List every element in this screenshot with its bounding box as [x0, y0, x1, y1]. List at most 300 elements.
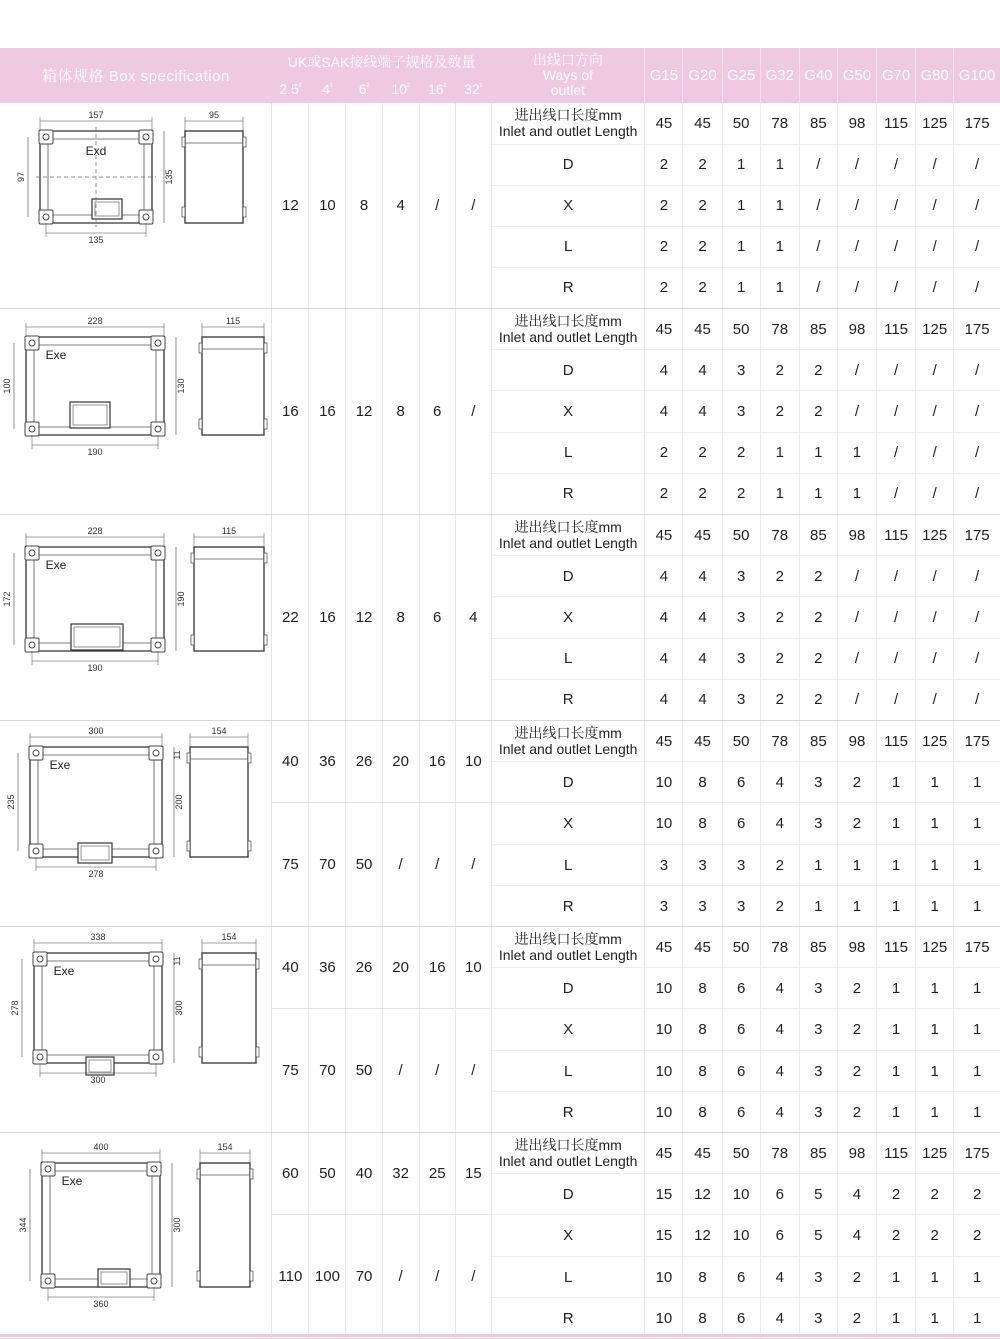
terminal-count-cell: 70: [309, 803, 346, 927]
outlet-count-cell: 1: [760, 432, 799, 473]
outlet-count-cell: 1: [954, 1092, 1000, 1133]
terminal-size-unit: ²: [366, 81, 370, 91]
mounting-lug: [41, 1274, 55, 1288]
terminal-count-cell: /: [419, 103, 455, 309]
outlet-count-cell: 1: [722, 144, 760, 185]
outlet-count-cell: 2: [760, 350, 799, 391]
terminal-count-cell: 60: [272, 1133, 309, 1215]
length-label-cell: [491, 103, 644, 144]
mounting-lug: [139, 130, 153, 144]
outlet-length-cell: 85: [799, 927, 837, 968]
side-lug: [250, 1169, 253, 1179]
outlet-count-cell: 4: [683, 638, 722, 679]
outlet-count-cell: 1: [877, 845, 916, 886]
outlet-count-cell: /: [877, 185, 916, 226]
length-label-cn: 进出线口长度mm: [514, 725, 622, 741]
outlet-way-cell: D: [491, 1174, 644, 1215]
height-dimension: 235: [6, 794, 16, 810]
outlet-way-cell: L: [491, 226, 644, 267]
terminal-size-unit: ²: [298, 81, 302, 91]
terminal-size-value: 4: [322, 81, 330, 97]
outlet-count-cell: /: [916, 391, 954, 432]
outlet-length-cell: 45: [683, 515, 722, 556]
table-row: [0, 721, 1000, 762]
outlet-count-cell: 2: [760, 597, 799, 638]
outlet-length-cell: 115: [877, 1133, 916, 1174]
inner-width-dimension: 190: [87, 663, 103, 673]
outlet-count-cell: /: [954, 267, 1000, 308]
outlet-length-cell: 78: [760, 309, 799, 350]
depth-dimension: 95: [208, 110, 220, 120]
terminal-count-cell: 20: [382, 927, 419, 1009]
terminal-count-cell: /: [419, 803, 455, 927]
table-body: [0, 103, 1000, 1339]
outlet-count-cell: 1: [916, 968, 954, 1009]
mounting-lug: [139, 210, 153, 224]
outlet-count-cell: 2: [837, 1009, 876, 1051]
outlet-way-cell: X: [491, 185, 644, 226]
outlet-length-cell: 175: [954, 721, 1000, 762]
outlet-length-cell: 98: [837, 309, 876, 350]
side-lug: [197, 1169, 200, 1179]
outlet-count-cell: /: [954, 556, 1000, 597]
terminal-count-cell: /: [455, 103, 491, 309]
outlet-way-cell: D: [491, 144, 644, 185]
length-label-en: Inlet and outlet Length: [498, 329, 638, 346]
mounting-lug: [151, 638, 165, 652]
box-front-view: [10, 932, 259, 1085]
outlet-count-cell: 2: [722, 432, 760, 473]
outlet-count-cell: 1: [916, 1298, 954, 1339]
side-lug: [199, 343, 202, 353]
box-drawing: [0, 515, 270, 720]
table-row: [0, 103, 1000, 144]
side-lug: [256, 959, 259, 969]
box-side-view: [199, 316, 267, 435]
box-side-view: [187, 726, 251, 857]
side-lug: [250, 1271, 253, 1281]
outlet-count-cell: 2: [760, 679, 799, 720]
outlet-length-cell: 50: [722, 1133, 760, 1174]
outlet-length-cell: 45: [683, 309, 722, 350]
outlet-count-cell: 12: [683, 1215, 722, 1257]
outlet-count-cell: 4: [760, 1009, 799, 1051]
outlet-count-cell: 3: [683, 886, 722, 927]
outlet-count-cell: 3: [722, 350, 760, 391]
outlet-count-cell: 2: [799, 638, 837, 679]
outlet-count-cell: 1: [760, 473, 799, 514]
side-lug: [191, 635, 194, 645]
outlet-count-cell: 1: [877, 803, 916, 845]
outlet-count-cell: 6: [722, 1257, 760, 1298]
side-lug: [197, 1271, 200, 1281]
outlet-way-cell: X: [491, 391, 644, 432]
outlet-count-cell: 1: [760, 185, 799, 226]
outlet-count-cell: 2: [645, 473, 683, 514]
outlet-length-cell: 78: [760, 1133, 799, 1174]
outlet-count-cell: 1: [760, 144, 799, 185]
outlet-count-cell: 10: [645, 1009, 683, 1051]
height-dimension: 100: [2, 378, 12, 394]
terminal-count-cell: 10: [455, 927, 491, 1009]
outlet-count-cell: /: [837, 144, 876, 185]
outlet-count-cell: 2: [916, 1215, 954, 1257]
outlet-count-cell: 2: [645, 144, 683, 185]
outlet-count-cell: /: [916, 432, 954, 473]
outlet-count-cell: 2: [837, 762, 876, 803]
outlet-length-cell: 125: [916, 721, 954, 762]
outlet-count-cell: /: [954, 391, 1000, 432]
side-lug: [256, 1047, 259, 1057]
width-dimension: 157: [88, 110, 104, 120]
terminal-count-cell: 10: [309, 103, 346, 309]
outlet-count-cell: 6: [760, 1215, 799, 1257]
depth-dimension: 115: [221, 526, 237, 536]
outlet-count-cell: 4: [760, 803, 799, 845]
box-front-view: [2, 316, 267, 457]
outlet-count-cell: /: [916, 226, 954, 267]
outlet-count-cell: 1: [837, 886, 876, 927]
terminal-count-cell: 70: [346, 1215, 382, 1339]
outlet-count-cell: /: [916, 597, 954, 638]
explosion-proof-mark: Exd: [85, 144, 107, 158]
depth-dimension: 154: [211, 726, 227, 736]
terminal-count-cell: 22: [272, 515, 309, 721]
outlet-count-cell: 3: [722, 597, 760, 638]
box-drawing: [0, 103, 270, 308]
outlet-count-cell: 6: [722, 1051, 760, 1092]
table-row: [0, 309, 1000, 350]
outlet-count-cell: 4: [760, 762, 799, 803]
outlet-count-cell: 2: [799, 597, 837, 638]
outlet-way-cell: D: [491, 556, 644, 597]
outlet-count-cell: 10: [722, 1174, 760, 1215]
outlet-count-cell: 8: [683, 803, 722, 845]
terminal-size-header: [455, 75, 491, 103]
outlet-count-cell: 4: [645, 638, 683, 679]
outlet-count-cell: /: [916, 350, 954, 391]
terminal-count-cell: 36: [309, 927, 346, 1009]
outlet-count-cell: 8: [683, 968, 722, 1009]
mounting-lug: [33, 952, 47, 966]
depth-dimension: 154: [221, 932, 237, 942]
mounting-lug: [25, 638, 39, 652]
outlet-count-cell: 10: [645, 1051, 683, 1092]
side-lug: [187, 841, 190, 851]
outlet-length-cell: 45: [645, 515, 683, 556]
terminal-count-cell: 6: [419, 309, 455, 515]
outlet-length-cell: 115: [877, 927, 916, 968]
terminal-count-cell: 12: [346, 515, 382, 721]
mounting-lug: [149, 1050, 163, 1064]
mounting-lug: [39, 130, 53, 144]
box-front-view: [2, 526, 267, 673]
side-lug: [199, 959, 202, 969]
outlet-count-cell: 2: [916, 1174, 954, 1215]
size-header: G50: [837, 48, 876, 103]
outlet-count-cell: /: [954, 144, 1000, 185]
outlet-count-cell: 2: [799, 679, 837, 720]
length-label-en: Inlet and outlet Length: [498, 947, 638, 963]
explosion-proof-mark: Exe: [61, 1174, 83, 1188]
mounting-lug: [149, 746, 163, 760]
terminal-count-cell: 6: [419, 515, 455, 721]
outlet-count-cell: 2: [837, 1298, 876, 1339]
outlet-count-cell: 2: [645, 432, 683, 473]
outlet-count-cell: 4: [683, 350, 722, 391]
outlet-way-cell: X: [491, 597, 644, 638]
outlet-count-cell: 3: [722, 679, 760, 720]
outlet-length-cell: 85: [799, 1133, 837, 1174]
height-dimension: 172: [2, 591, 12, 607]
outlet-count-cell: 1: [722, 267, 760, 308]
outlet-count-cell: /: [877, 226, 916, 267]
outlet-length-cell: 115: [877, 309, 916, 350]
outlet-count-cell: /: [877, 679, 916, 720]
outlet-length-cell: 125: [916, 103, 954, 144]
outlet-length-cell: 115: [877, 103, 916, 144]
outlet-count-cell: /: [916, 267, 954, 308]
outlet-count-cell: 3: [722, 845, 760, 886]
outlet-count-cell: 2: [877, 1174, 916, 1215]
terminal-count-cell: 16: [419, 721, 455, 803]
outlet-count-cell: 1: [760, 226, 799, 267]
outlet-count-cell: 6: [722, 1298, 760, 1339]
outlet-length-cell: 50: [722, 309, 760, 350]
box-side-view: [199, 932, 259, 1063]
outlet-count-cell: 8: [683, 1009, 722, 1051]
outlet-count-cell: 4: [760, 1051, 799, 1092]
terminal-count-cell: 110: [272, 1215, 309, 1339]
terminal-count-cell: 75: [272, 1009, 309, 1133]
outlet-count-cell: 4: [645, 350, 683, 391]
table-row: [0, 927, 1000, 968]
outlet-count-cell: /: [916, 679, 954, 720]
outlet-way-cell: R: [491, 267, 644, 308]
outlet-way-cell: L: [491, 1257, 644, 1298]
outlet-length-cell: 85: [799, 309, 837, 350]
outlet-count-cell: 4: [645, 556, 683, 597]
terminal-count-cell: 8: [382, 309, 419, 515]
outlet-count-cell: 1: [954, 803, 1000, 845]
outlet-count-cell: 3: [683, 845, 722, 886]
terminal-window: [71, 624, 123, 650]
outlet-count-cell: 4: [760, 1298, 799, 1339]
height-dimension: 278: [10, 1000, 20, 1016]
outlet-count-cell: 2: [799, 350, 837, 391]
outlet-count-cell: 1: [954, 1051, 1000, 1092]
terminal-count-cell: 40: [346, 1133, 382, 1215]
outlet-count-cell: 1: [877, 1092, 916, 1133]
box-front-view: [18, 1142, 253, 1309]
terminal-size-value: 32: [464, 81, 480, 97]
outlet-count-cell: 10: [645, 1092, 683, 1133]
outlet-count-cell: 1: [877, 968, 916, 1009]
outlet-length-cell: 45: [683, 721, 722, 762]
box-drawing-cell: [0, 309, 272, 515]
outlet-length-cell: 115: [877, 515, 916, 556]
outlet-count-cell: 2: [683, 226, 722, 267]
outlet-length-cell: 45: [683, 1133, 722, 1174]
box-front-view: [6, 726, 251, 879]
box-drawing-cell: [0, 721, 272, 927]
size-header: G100: [954, 48, 1000, 103]
outlet-count-cell: 8: [683, 762, 722, 803]
length-label-cn: 进出线口长度mm: [514, 107, 622, 124]
outlet-count-cell: 3: [645, 845, 683, 886]
inner-height-dimension: 190: [176, 591, 186, 607]
inner-height-dimension: 200: [174, 794, 184, 810]
outlet-count-cell: 2: [837, 1092, 876, 1133]
outlet-way-cell: L: [491, 845, 644, 886]
outlet-count-cell: /: [877, 267, 916, 308]
outlet-count-cell: 2: [837, 1257, 876, 1298]
inner-height-dimension: 135: [164, 169, 174, 185]
terminal-count-cell: 75: [272, 803, 309, 927]
size-header: G70: [877, 48, 916, 103]
outlet-count-cell: 8: [683, 1092, 722, 1133]
mounting-lug: [151, 422, 165, 436]
outlet-count-cell: 12: [683, 1174, 722, 1215]
outlet-length-cell: 45: [645, 309, 683, 350]
outlet-count-cell: /: [916, 185, 954, 226]
size-header: G80: [916, 48, 954, 103]
outlet-count-cell: 1: [916, 1092, 954, 1133]
outlet-count-cell: 1: [799, 432, 837, 473]
outlet-count-cell: 15: [645, 1215, 683, 1257]
outlet-count-cell: 2: [877, 1215, 916, 1257]
outlet-count-cell: 4: [837, 1215, 876, 1257]
outlet-count-cell: /: [837, 391, 876, 432]
outlet-length-cell: 85: [799, 721, 837, 762]
terminal-size-unit: ²: [443, 81, 447, 91]
explosion-proof-mark: Exe: [45, 348, 67, 362]
mounting-lug: [151, 336, 165, 350]
outlet-count-cell: 8: [683, 1257, 722, 1298]
outlet-count-cell: 1: [916, 1051, 954, 1092]
length-label-cn: 进出线口长度mm: [514, 313, 622, 330]
terminal-count-cell: /: [455, 1009, 491, 1133]
outlet-count-cell: 3: [799, 803, 837, 845]
explosion-proof-mark: Exe: [53, 964, 75, 978]
outlet-count-cell: 1: [837, 845, 876, 886]
outlet-count-cell: /: [916, 556, 954, 597]
width-dimension: 300: [88, 726, 104, 736]
outlet-length-cell: 175: [954, 309, 1000, 350]
outlet-length-cell: 98: [837, 927, 876, 968]
terminal-count-cell: 20: [382, 721, 419, 803]
outlet-length-cell: 85: [799, 103, 837, 144]
explosion-proof-mark: Exe: [45, 558, 67, 572]
terminal-count-cell: 16: [419, 927, 455, 1009]
outlet-count-cell: 1: [916, 1009, 954, 1051]
depth-dimension: 154: [217, 1142, 233, 1152]
terminal-count-cell: 16: [309, 309, 346, 515]
mounting-lug: [29, 844, 43, 858]
outlet-length-cell: 45: [683, 103, 722, 144]
terminal-count-cell: 26: [346, 927, 382, 1009]
terminal-count-cell: 50: [346, 803, 382, 927]
length-label-en: Inlet and outlet Length: [498, 535, 638, 552]
outlet-count-cell: 2: [683, 185, 722, 226]
terminal-count-cell: 16: [272, 309, 309, 515]
outlet-count-cell: 4: [683, 556, 722, 597]
outlet-count-cell: 4: [645, 597, 683, 638]
outlet-count-cell: 2: [760, 556, 799, 597]
terminal-count-cell: /: [382, 1215, 419, 1339]
terminal-count-cell: 50: [309, 1133, 346, 1215]
height-dimension: 97: [16, 171, 26, 183]
outlet-count-cell: 4: [837, 1174, 876, 1215]
outlet-count-cell: /: [954, 185, 1000, 226]
header-row-top: [0, 48, 1000, 75]
outlet-count-cell: 3: [799, 968, 837, 1009]
terminal-count-cell: /: [455, 1215, 491, 1339]
outlet-count-cell: 4: [760, 1092, 799, 1133]
outlet-count-cell: /: [799, 226, 837, 267]
outlet-length-cell: 50: [722, 721, 760, 762]
outlet-count-cell: /: [877, 473, 916, 514]
outlet-way-cell: D: [491, 350, 644, 391]
outlet-way-cell: L: [491, 1051, 644, 1092]
side-lug: [248, 753, 251, 763]
inner-width-dimension: 360: [93, 1299, 109, 1309]
length-label-cell: [491, 1133, 644, 1174]
outlet-length-cell: 98: [837, 515, 876, 556]
mounting-lug: [33, 1050, 47, 1064]
outlet-count-cell: 4: [645, 679, 683, 720]
outlet-count-cell: /: [954, 597, 1000, 638]
length-label-cell: [491, 721, 644, 762]
outlet-count-cell: 4: [683, 391, 722, 432]
side-lug: [199, 1047, 202, 1057]
outlet-count-cell: 1: [877, 886, 916, 927]
flange-dimension: 11: [172, 750, 182, 760]
outlet-count-cell: 1: [916, 1257, 954, 1298]
terminal-size-header: [346, 75, 382, 103]
outlet-count-cell: 1: [954, 1257, 1000, 1298]
outlet-count-cell: 1: [954, 1298, 1000, 1339]
outlet-count-cell: 6: [722, 968, 760, 1009]
box-side-view: [197, 1142, 253, 1287]
terminal-count-cell: 4: [382, 103, 419, 309]
side-outline: [194, 547, 264, 651]
outlet-length-cell: 45: [645, 103, 683, 144]
box-side-view: [182, 110, 246, 223]
outlet-way-cell: D: [491, 968, 644, 1009]
outlet-count-cell: /: [954, 638, 1000, 679]
outlet-length-cell: 78: [760, 103, 799, 144]
outlet-count-cell: 2: [799, 556, 837, 597]
outlet-length-cell: 78: [760, 515, 799, 556]
mounting-lug: [39, 210, 53, 224]
terminal-size-header: [419, 75, 455, 103]
outlet-count-cell: /: [877, 638, 916, 679]
box-spec-table: [0, 48, 1000, 1339]
mounting-lug: [29, 746, 43, 760]
outlet-count-cell: 1: [760, 267, 799, 308]
outlet-count-cell: 3: [799, 1009, 837, 1051]
outlet-count-cell: 2: [799, 391, 837, 432]
outlet-count-cell: /: [837, 556, 876, 597]
side-lug: [187, 753, 190, 763]
outlet-count-cell: 2: [760, 638, 799, 679]
terminal-size-value: 16: [428, 81, 444, 97]
length-label-cn: 进出线口长度mm: [514, 931, 622, 947]
length-label-cn: 进出线口长度mm: [514, 1137, 622, 1153]
mounting-lug: [149, 952, 163, 966]
outlet-count-cell: 2: [683, 267, 722, 308]
